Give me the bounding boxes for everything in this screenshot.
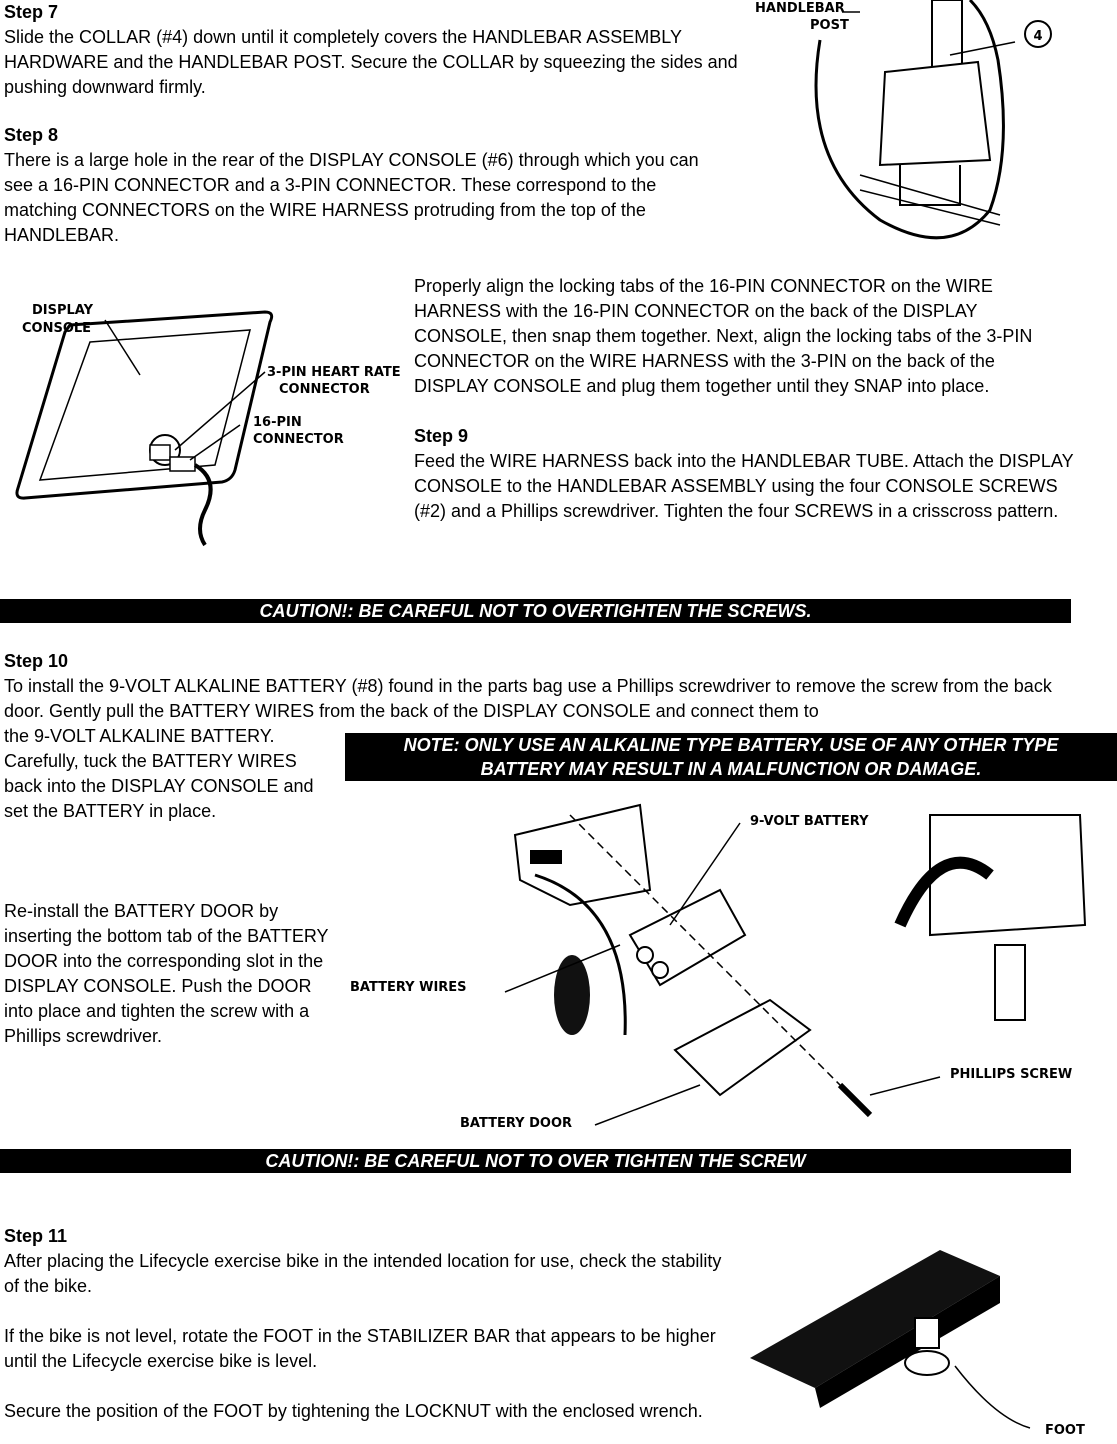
label-foot: FOOT (1045, 1423, 1085, 1438)
battery-figure (340, 795, 1117, 1135)
battery-clip (554, 955, 590, 1035)
step8-title: Step 8 (4, 125, 59, 145)
foot-figure (745, 1248, 1105, 1438)
step10-block (4, 649, 1084, 724)
console-rear-view (930, 815, 1085, 935)
step11-p2: If the bike is not level, rotate the FOOT in the STABILIZER BAR that appears to be higher until the Lifecycle exercise bike is level. (4, 1326, 716, 1371)
console-shape (17, 312, 272, 498)
step11-p1: After placing the Lifecycle exercise bike in the intended location for use, check the stability of the bike. (4, 1251, 722, 1296)
caution-banner-screw: CAUTION!: BE CAREFUL NOT TO OVER TIGHTEN THE SCREW (0, 1149, 1071, 1173)
label-phillips-screw: PHILLIPS SCREW (950, 1067, 1073, 1082)
label-handlebar: HANDLEBAR (755, 1, 845, 16)
label-display: DISPLAY (32, 303, 94, 318)
label-3pin-connector: CONNECTOR (279, 382, 370, 397)
step8-block (4, 123, 724, 248)
callout-number: 4 (1033, 29, 1043, 44)
step7-body: Slide the COLLAR (#4) down until it completely covers the HANDLEBAR ASSEMBLY HARDWARE and the HANDLEBAR POST. Secure the COLLAR by squeezing the sides and pushing downward firmly. (4, 27, 738, 97)
step9-body: Feed the WIRE HARNESS back into the HANDLEBAR TUBE. Attach the DISPLAY CONSOLE to the HANDLEBAR ASSEMBLY using the four CONSOLE SCREWS (#2) and a Phillips screwdriver. Tighten the four SCREWS in a crisscross pattern. (414, 451, 1074, 521)
foot-shape (905, 1351, 949, 1375)
step10-body2-block (4, 899, 329, 1049)
handlebar-post-shape (932, 0, 962, 72)
battery-note-line1: NOTE: ONLY USE AN ALKALINE TYPE BATTERY. USE OF ANY OTHER TYPE (403, 735, 1059, 755)
step10-body: the 9-VOLT ALKALINE BATTERY. Carefully, tuck the BATTERY WIRES back into the DISPLAY CONSOLE and set the BATTERY in place. (4, 726, 314, 821)
step10-intro: To install the 9-VOLT ALKALINE BATTERY (#8) found in the parts bag use a Phillips screwdriver to remove the screw from the back door. Gently pull the BATTERY WIRES from the back of the DISPLAY CONSOLE and connect them to (4, 676, 1052, 721)
step11-p3: Secure the position of the FOOT by tightening the LOCKNUT with the enclosed wrench. (4, 1401, 703, 1421)
collar-shape (880, 62, 990, 165)
step11-title: Step 11 (4, 1226, 68, 1246)
label-console: CONSOLE (22, 321, 92, 336)
phillips-screw-shape (840, 1085, 870, 1115)
label-3pin: 3-PIN HEART RATE (267, 365, 401, 380)
step10-body-block (4, 724, 339, 824)
battery-note-line2: BATTERY MAY RESULT IN A MALFUNCTION OR DAMAGE. (480, 759, 982, 779)
battery-shape (630, 890, 745, 985)
step8-body2: Properly align the locking tabs of the 16-PIN CONNECTOR on the WIRE HARNESS with the 16-PIN CONNECTOR on the back of the DISPLAY CONSOLE, then snap them together. Next, align the locking tabs of the 3-PIN CONNECTOR on the WIRE HARNESS with the 3-PIN on the back of the DISPLAY CONSOLE and plug them together until they SNAP into place. (414, 276, 1033, 396)
battery-note-banner (345, 733, 1117, 781)
label-9-volt-battery: 9-VOLT BATTERY (750, 814, 869, 829)
caution-banner-overtighten: CAUTION!: BE CAREFUL NOT TO OVERTIGHTEN THE SCREWS. (0, 599, 1071, 623)
step7-title: Step 7 (4, 2, 59, 22)
step7-block (4, 0, 739, 100)
battery-door-shape (675, 1000, 810, 1095)
step11-block (4, 1224, 724, 1424)
console-connector-figure (10, 300, 410, 550)
step8-body2-block (414, 274, 1074, 524)
step10-title: Step 10 (4, 651, 69, 671)
label-16pin: 16-PIN (253, 415, 302, 430)
step10-body2: Re-install the BATTERY DOOR by inserting the bottom tab of the BATTERY DOOR into the corresponding slot in the DISPLAY CONSOLE. Push the DOOR into place and tighten the screw with a Phillips screwdriver. (4, 901, 329, 1046)
label-post: POST (810, 18, 849, 33)
label-battery-wires: BATTERY WIRES (350, 980, 467, 995)
step8-body: There is a large hole in the rear of the DISPLAY CONSOLE (#6) through which you can see a 16-PIN CONNECTOR and a 3-PIN CONNECTOR. These correspond to the matching CONNECTORS on the WIRE HARNESS protruding from the top of the HANDLEBAR. (4, 150, 699, 245)
collar-figure (750, 0, 1080, 250)
label-16pin-connector: CONNECTOR (253, 432, 344, 447)
step9-title: Step 9 (414, 426, 469, 446)
label-battery-door: BATTERY DOOR (460, 1116, 573, 1131)
